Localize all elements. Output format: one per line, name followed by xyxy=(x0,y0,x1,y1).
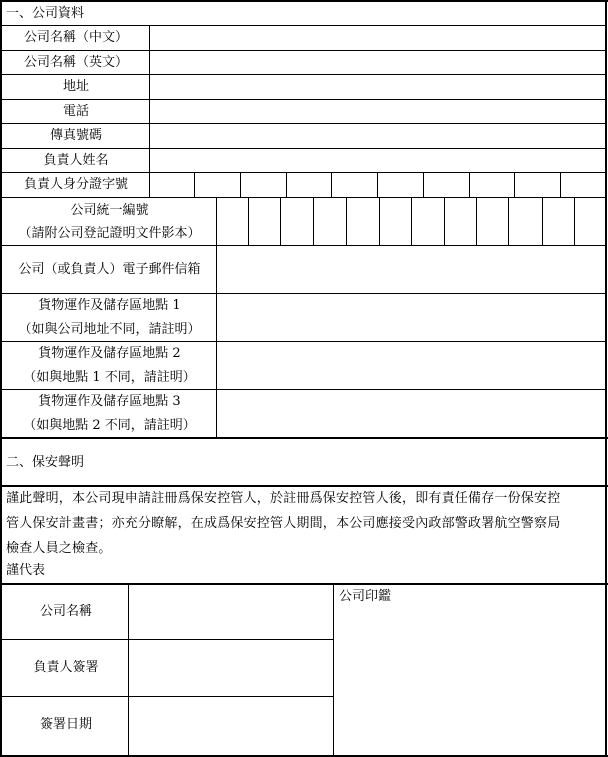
tax-id-digit-box[interactable] xyxy=(217,199,248,245)
on-behalf-label: 謹代表 xyxy=(6,563,46,578)
label-location-2-title: 貨物運作及儲存區地點 2 xyxy=(38,345,181,361)
owner-id-digit-box[interactable] xyxy=(470,174,514,197)
tax-id-digit-box[interactable] xyxy=(249,199,280,245)
label-company-name: 公司名稱 xyxy=(39,604,92,619)
label-location-1-note: （如與公司地址不同，請註明） xyxy=(18,321,201,337)
declaration-line: 管人保安計畫書；亦充分瞭解，在成爲保安控管人期間，本公司應接受內政部警政署航空警察局 xyxy=(6,516,561,531)
owner-id-digit-box[interactable] xyxy=(378,174,423,197)
owner-id-digit-box[interactable] xyxy=(241,174,286,197)
label-location-3 xyxy=(3,390,216,437)
label-owner-signature: 負責人簽署 xyxy=(33,660,99,675)
owner-id-digit-box[interactable] xyxy=(424,174,469,197)
label-tax-id-note: （請附公司登記證明文件影本） xyxy=(18,226,201,241)
phone-field[interactable] xyxy=(150,100,605,124)
owner-id-digit-box[interactable] xyxy=(287,174,331,197)
tax-id-digit-box[interactable] xyxy=(281,199,313,245)
label-sign-date: 簽署日期 xyxy=(39,717,92,732)
label-company-name-en: 公司名稱（英文） xyxy=(23,55,128,70)
declaration-line: 謹此聲明，本公司現申請註冊爲保安控管人，於註冊爲保安控管人後，即有責任備存一份保安控 xyxy=(6,491,561,506)
company-seal-area[interactable] xyxy=(335,585,605,753)
label-tax-id xyxy=(3,199,216,245)
tax-id-digit-box[interactable] xyxy=(314,199,346,245)
label-owner-name: 負責人姓名 xyxy=(43,153,109,168)
label-location-1 xyxy=(3,294,216,341)
label-location-2-note: （如與地點 1 不同，請註明） xyxy=(23,369,196,385)
label-location-3-note: （如與地點 2 不同，請註明） xyxy=(23,417,196,433)
location-1-field[interactable] xyxy=(217,294,605,341)
label-location-3-title: 貨物運作及儲存區地點 3 xyxy=(38,393,181,409)
label-location-1-title: 貨物運作及儲存區地點 1 xyxy=(38,297,181,313)
tax-id-digit-box[interactable] xyxy=(380,199,411,245)
sign-date-field[interactable] xyxy=(130,697,333,753)
label-location-2 xyxy=(3,342,216,389)
label-email: 公司（或負責人）電子郵件信箱 xyxy=(18,261,201,277)
tax-id-digit-box[interactable] xyxy=(347,199,379,245)
email-field[interactable] xyxy=(217,246,605,293)
owner-signature-field[interactable] xyxy=(130,640,333,696)
label-address: 地址 xyxy=(62,79,89,94)
declaration-line: 檢查人員之檢查。 xyxy=(6,541,112,556)
label-tax-id-title: 公司統一編號 xyxy=(70,203,149,218)
section-1-title: 一、公司資料 xyxy=(6,6,85,21)
owner-id-digit-box[interactable] xyxy=(515,174,560,197)
tax-id-digit-box[interactable] xyxy=(509,199,542,245)
location-2-field[interactable] xyxy=(217,342,605,389)
fax-field[interactable] xyxy=(150,124,605,148)
label-phone: 電話 xyxy=(62,104,89,119)
label-company-seal: 公司印鑑 xyxy=(339,589,392,604)
tax-id-digit-box[interactable] xyxy=(477,199,508,245)
label-owner-id: 負責人身分證字號 xyxy=(23,177,128,192)
tax-id-digit-box[interactable] xyxy=(445,199,476,245)
address-field[interactable] xyxy=(150,75,605,99)
label-fax: 傳真號碼 xyxy=(49,128,102,143)
company-name-zh-field[interactable] xyxy=(150,26,605,50)
company-name-field[interactable] xyxy=(130,585,333,639)
label-company-name-zh: 公司名稱（中文） xyxy=(23,30,128,45)
tax-id-digit-box[interactable] xyxy=(412,199,444,245)
tax-id-digit-box[interactable] xyxy=(575,199,605,245)
owner-id-digit-box[interactable] xyxy=(561,174,605,197)
company-name-en-field[interactable] xyxy=(150,51,605,75)
declaration-statement xyxy=(6,486,604,561)
section-2-title: 二、保安聲明 xyxy=(6,455,85,470)
owner-id-digit-box[interactable] xyxy=(150,174,194,197)
owner-name-field[interactable] xyxy=(150,149,605,173)
location-3-field[interactable] xyxy=(217,390,605,437)
owner-id-digit-box[interactable] xyxy=(195,174,240,197)
owner-id-digit-box[interactable] xyxy=(332,174,377,197)
tax-id-digit-box[interactable] xyxy=(543,199,574,245)
